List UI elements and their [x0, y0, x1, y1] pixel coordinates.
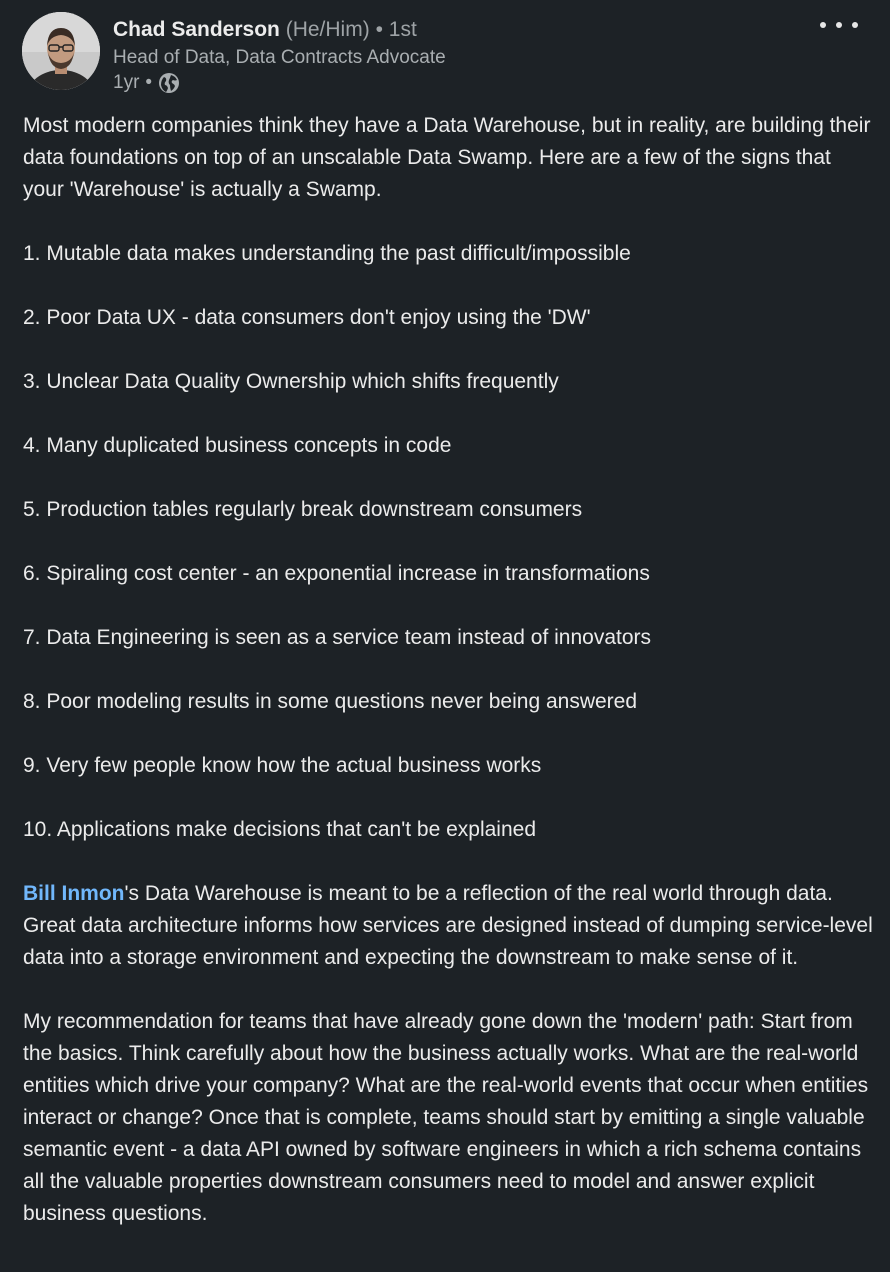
more-dot — [836, 22, 842, 28]
degree-separator: • — [375, 18, 383, 41]
list-item-9: 9. Very few people know how the actual business works — [23, 754, 542, 777]
inmon-paragraph — [23, 878, 873, 974]
globe-icon — [158, 72, 180, 94]
post-body — [23, 110, 873, 1230]
list-item-1: 1. Mutable data makes understanding the past difficult/impossible — [23, 242, 631, 265]
list-item-6: 6. Spiraling cost center - an exponential increase in transformations — [23, 562, 650, 585]
connection-degree: 1st — [388, 18, 417, 41]
list-item-5: 5. Production tables regularly break downstream consumers — [23, 498, 583, 521]
list-item-10: 10. Applications make decisions that can't be explained — [23, 818, 537, 841]
more-horizontal-icon — [820, 22, 826, 28]
more-dot — [852, 22, 858, 28]
time-separator: • — [145, 72, 153, 93]
post-intro: Most modern companies think they have a Data Warehouse, but in reality, are building their data foundations on top of an unscalable Data Swamp. Here are a few of the signs that your 'Warehouse' is actually a Swamp. — [23, 114, 871, 201]
author-name-line — [113, 16, 417, 44]
avatar-photo — [22, 12, 100, 90]
author-name[interactable]: Chad Sanderson — [113, 18, 280, 41]
list-item-8: 8. Poor modeling results in some questions never being answered — [23, 690, 638, 713]
inmon-paragraph-text: 's Data Warehouse is meant to be a reflection of the real world through data. Great data architecture informs how services are designed instead of dumping service-level data into a storage environment and expecting the downstream to make sense of it. — [23, 882, 873, 969]
post-time: 1yr — [113, 72, 140, 93]
more-options-button[interactable] — [820, 10, 858, 40]
author-headline: Head of Data, Data Contracts Advocate — [113, 47, 446, 68]
post-meta — [113, 70, 180, 96]
list-item-3: 3. Unclear Data Quality Ownership which shifts frequently — [23, 370, 559, 393]
list-item-4: 4. Many duplicated business concepts in code — [23, 434, 452, 457]
list-item-7: 7. Data Engineering is seen as a service team instead of innovators — [23, 626, 652, 649]
recommendation-paragraph: My recommendation for teams that have already gone down the 'modern' path: Start from the basics. Think carefully about how the business actually works. What are the real-world entities which drive your company? What are the real-world events that occur when entities interact or change? Once that is complete, teams should start by emitting a single valuable semantic event - a data API owned by software engineers in which a rich schema contains all the valuable properties downstream consumers need to model and answer explicit business questions. — [23, 1010, 869, 1225]
author-avatar[interactable] — [22, 12, 100, 90]
list-item-2: 2. Poor Data UX - data consumers don't enjoy using the 'DW' — [23, 306, 591, 329]
author-pronouns: (He/Him) — [285, 18, 370, 41]
mention-link[interactable]: Bill Inmon — [23, 882, 125, 905]
